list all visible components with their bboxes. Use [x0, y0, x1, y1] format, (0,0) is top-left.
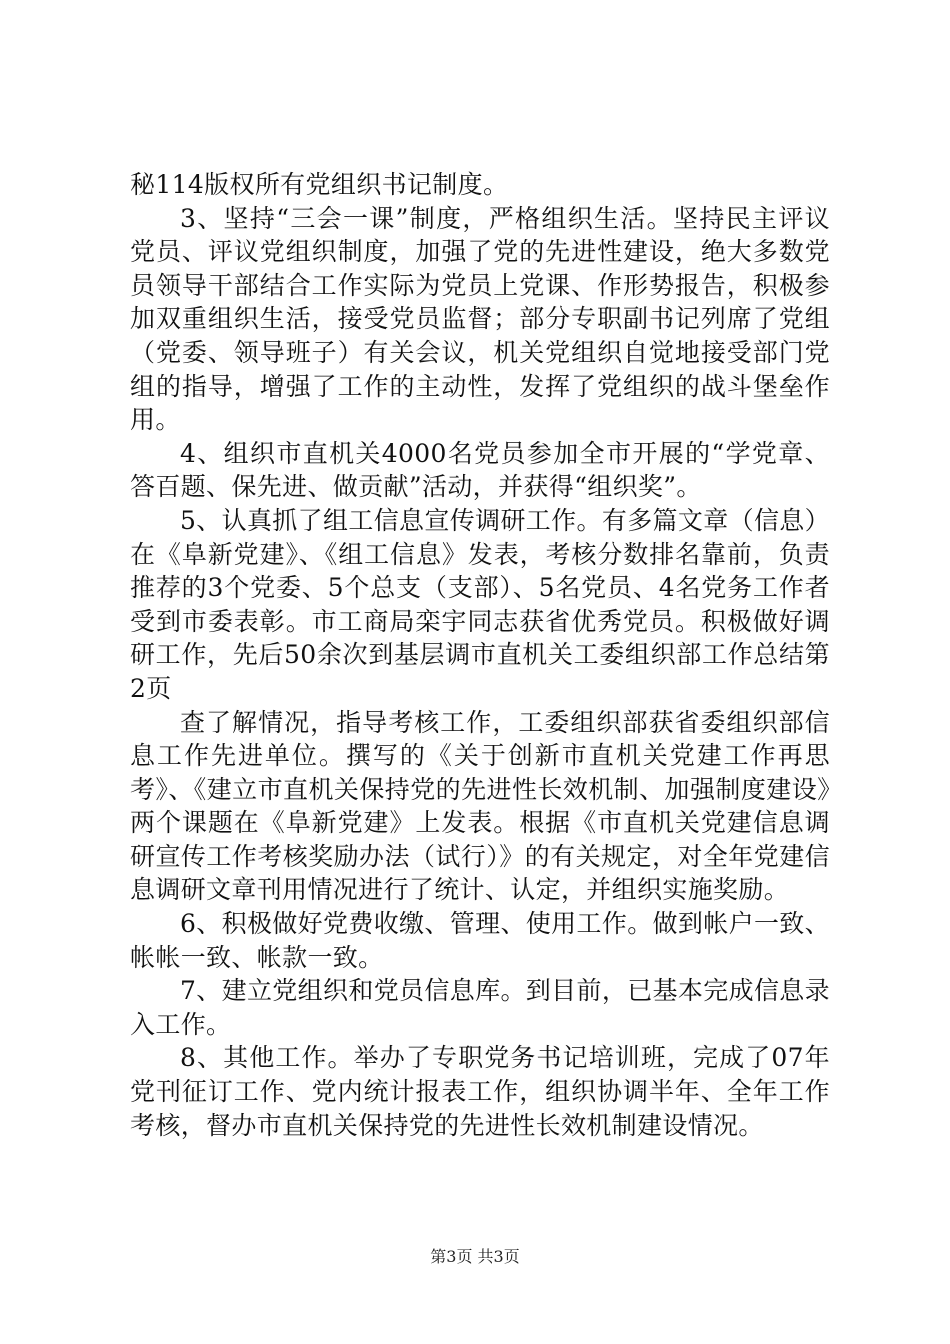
- paragraph-item-5-continued: 查了解情况，指导考核工作，工委组织部获省委组织部信息工作先进单位。撰写的《关于创新市直机关党建工作再思考》、《建立市直机关保持党的先进性长效机制、加强制度建设》两个课题在《阜新党建》上发表。根据《市直机关党建信息调研宣传工作考核奖励办法（试行）》的有关规定，对全年党建信息调研文章刊用情况进行了统计、认定，并组织实施奖励。: [130, 707, 830, 905]
- paragraph-item-6: 6、积极做好党费收缴、管理、使用工作。做到帐户一致、帐帐一致、帐款一致。: [130, 909, 831, 972]
- paragraph-item-3: 3、坚持“三会一课”制度，严格组织生活。坚持民主评议党员、评议党组织制度，加强了党的先进性建设，绝大多数党员领导干部结合工作实际为党员上党课、作形势报告，积极参加双重组织生活，接受党员监督；部分专职副书记列席了党组（党委、领导班子）有关会议，机关党组织自觉地接受部门党组的指导，增强了工作的主动性，发挥了党组织的战斗堡垒作用。: [130, 203, 830, 435]
- paragraph-item-4: 4、组织市直机关4000名党员参加全市开展的“学党章、答百题、保先进、做贡献”活动，并获得“组织奖”。: [130, 438, 830, 502]
- page-footer: 第3页 共3页: [430, 1247, 520, 1266]
- paragraph-continuation: 秘114版权所有党组织书记制度。: [130, 170, 509, 199]
- document-body: [130, 168, 830, 1142]
- paragraph-item-7: 7、建立党组织和党员信息库。到目前，已基本完成信息录入工作。: [130, 976, 831, 1039]
- paragraph-item-8: 8、其他工作。举办了专职党务书记培训班，完成了07年党刊征订工作、党内统计报表工作，组织协调半年、全年工作考核，督办市直机关保持党的先进性长效机制建设情况。: [130, 1043, 830, 1140]
- paragraph-item-5: 5、认真抓了组工信息宣传调研工作。有多篇文章（信息）在《阜新党建》、《组工信息》发表，考核分数排名靠前，负责推荐的3个党委、5个总支（支部）、5名党员、4名党务工作者受到市委表彰。市工商局栾宇同志获省优秀党员。积极做好调研工作，先后50余次到基层调市直机关工委组织部工作总结第2页: [130, 505, 831, 703]
